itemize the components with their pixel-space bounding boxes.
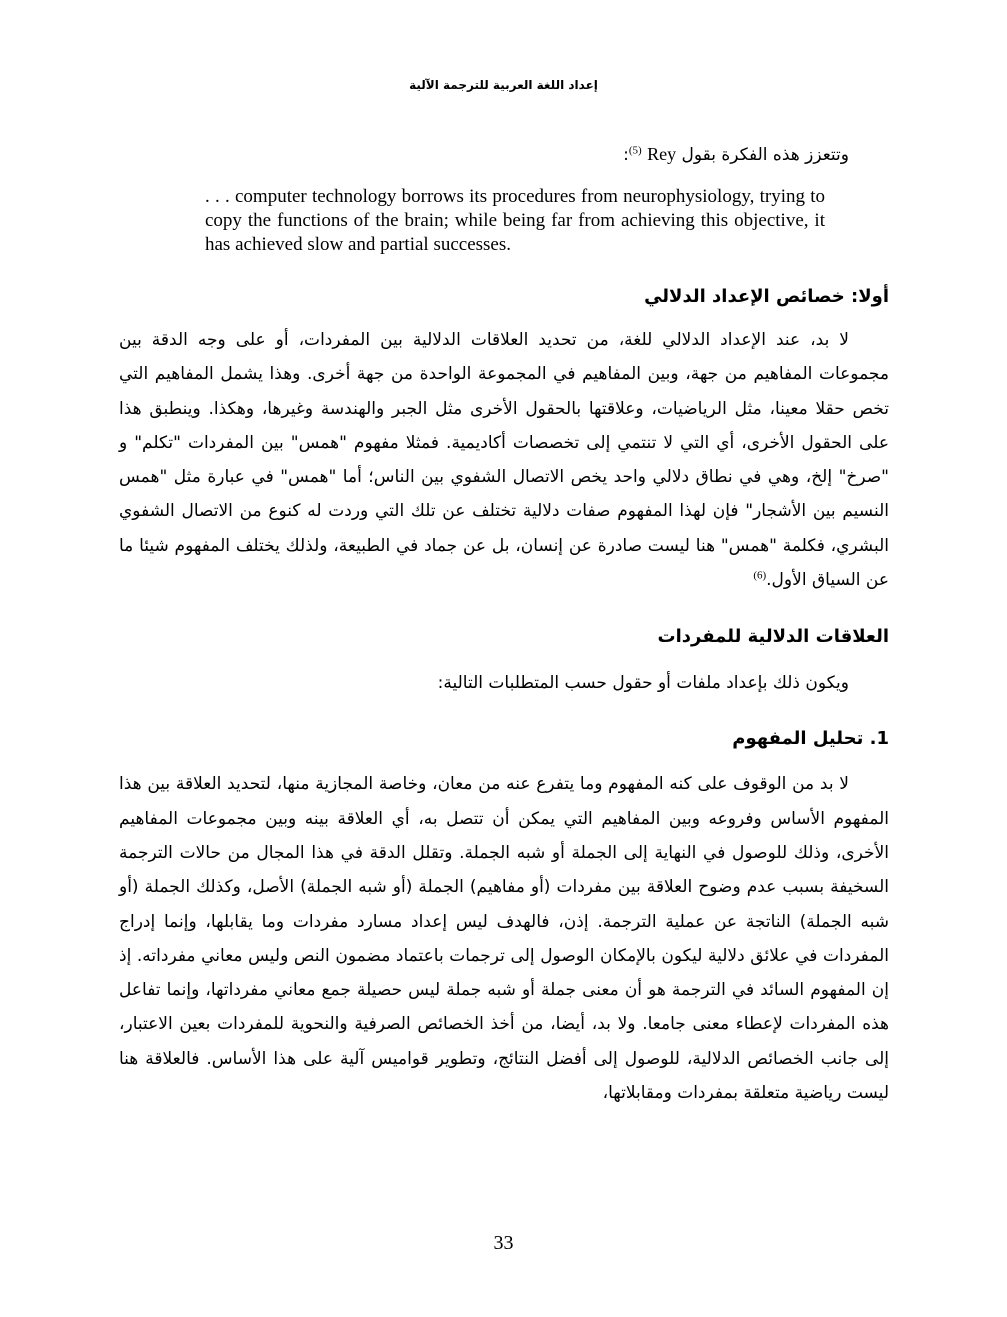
section-heading-concept-analysis: 1. تحليل المفهوم [732,728,889,750]
section2-lead: ويكون ذلك بإعداد ملفات أو حقول حسب المتطلبات التالية: [437,673,849,694]
running-header: إعداد اللغة العربية للترجمة الآلية [409,78,598,92]
section-heading-semantic-relations: العلاقات الدلالية للمفردات [657,626,889,648]
intro-author: Rey [647,144,677,164]
page-body [119,138,889,1110]
section1-paragraph [119,323,889,597]
intro-colon: : [623,145,629,165]
footnote-ref-6: (6) [753,569,767,582]
quote-intro [119,138,889,171]
footnote-ref-5: (5) [628,144,642,157]
section1-paragraph-text: لا بد، عند الإعداد الدلالي للغة، من تحديد العلاقات الدلالية بين المفردات، أو على وجه الدقة بين مجموعات المفاهيم من جهة، وبين المفاهيم في المجموعة الواحدة من جهة أخرى. وهذا يشمل المفاهيم التي تخص حقلا معينا، مثل الرياضيات، وعلاقتها بالحقول الأخرى مثل الجبر والهندسة وغيرها، وهكذا. وينطبق هذا على الحقول الأخرى، أي التي لا تنتمي إلى تخصصات أكاديمية. فمثلا مفهوم "همس" بين المفردات "تكلم" و "صرخ" إلخ، وهي في نطاق دلالي واحد يخص الاتصال الشفوي بين الناس؛ أما "همس" في عبارة مثل "همس النسيم بين الأشجار" فإن لهذا المفهوم صفات دلالية تختلف عن تلك التي وردت له كنوع من الاتصال الشفوي البشري، فكلمة "همس" هنا ليست صادرة عن إنسان، بل عن جماد في الطبيعة، ولذلك يختلف المفهوم شيئا ما عن السياق الأول. [119,330,889,591]
block-quote: . . . computer technology borrows its procedures from neurophysiology, trying to copy the functions of the brain; while being far from achieving this objective, it has achieved slow and partial successes. [205,186,825,255]
page-number: 33 [493,1232,514,1254]
section3-paragraph: لا بد من الوقوف على كنه المفهوم وما يتفرع عنه من معان، وخاصة المجازية منها، لتحديد العلاقة بين هذا المفهوم الأساس وفروعه وبين المفاهيم التي يمكن أن تتصل به، أي العلاقة بينه وبين مجموعات المفاهيم الأخرى، وذلك للوصول في النهاية إلى الجملة أو شبه الجملة. وتقلل الدقة في هذا المجال من حالات الترجمة السخيفة بسبب عدم وضوح العلاقة بين مفردات (أو مفاهيم) الجملة (أو شبه الجملة) الأصل، وكذلك الجملة (أو شبه الجملة) الناتجة عن عملية الترجمة. إذن، فالهدف ليس إعداد مسارد مفردات وما يقابلها، وإنما إدراج المفردات في علائق دلالية ليكون بالإمكان الوصول إلى ترجمات باعتماد مضمون النص وليس معاني مفرداته. إذ إن المفهوم السائد في الترجمة هو أن معنى جملة أو شبه جملة ليس حصيلة جمع معاني مفرداتها، وإنما تفاعل هذه المفردات لإعطاء معنى جامعا. ولا بد، أيضا، من أخذ الخصائص الصرفية والنحوية للمفردات بعين الاعتبار، إلى جانب الخصائص الدلالية، للوصول إلى أفضل النتائج، وتطوير قواميس آلية على هذا الأساس. فالعلاقة هنا ليست رياضية متعلقة بمفردات ومقابلاتها، [119,774,889,1104]
intro-text: وتتعزز هذه الفكرة بقول [681,145,849,165]
section-heading-semantic-properties: أولا: خصائص الإعداد الدلالي [644,286,889,307]
